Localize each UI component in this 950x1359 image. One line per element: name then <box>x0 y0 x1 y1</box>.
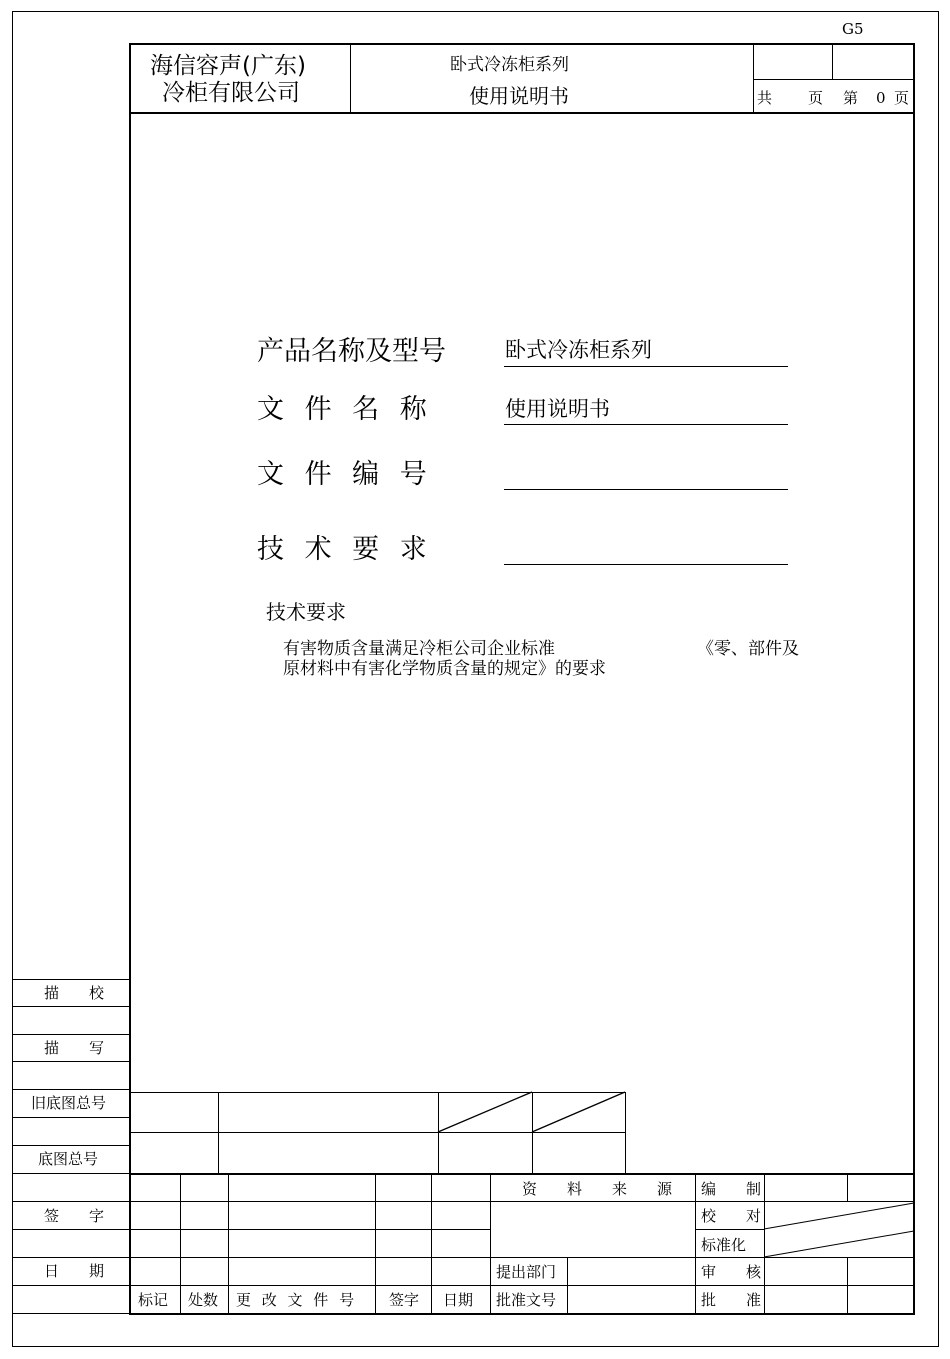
page-no: 0 <box>876 89 886 107</box>
tb-proofread: 校 对 <box>701 1207 762 1225</box>
product-value: 卧式冷冻柜系列 <box>505 338 652 362</box>
tb-dept: 提出部门 <box>496 1263 557 1281</box>
tb-approve: 批 准 <box>701 1291 762 1309</box>
tb-compile: 编 制 <box>701 1180 762 1198</box>
tb-r4 <box>130 1285 914 1286</box>
tb-r1 <box>130 1201 490 1202</box>
doc-title: 使用说明书 <box>469 84 569 108</box>
page-no-label: 第 <box>843 89 859 107</box>
tb-change-doc-no: 更 改 文 件 号 <box>236 1291 355 1309</box>
lc-old-total: 旧底图总号 <box>31 1094 107 1112</box>
tb-v2 <box>228 1173 229 1313</box>
tb-mark: 标记 <box>138 1291 169 1309</box>
lc-date: 日 期 <box>44 1262 105 1280</box>
tech-req-line1a: 有害物质含量满足冷柜公司企业标准 <box>283 639 555 659</box>
tb-v8 <box>764 1173 765 1313</box>
tb-r2c <box>695 1229 764 1230</box>
tech-req-line1b: 《零、部件及 <box>697 639 799 659</box>
tb-review: 审 核 <box>701 1263 762 1281</box>
tb-v9 <box>847 1173 848 1201</box>
product-label: 产品名称及型号 <box>257 336 446 367</box>
tech-req-line2: 原材料中有害化学物质含量的规定》的要求 <box>283 659 606 679</box>
tb-r1c <box>695 1201 914 1202</box>
file-name-value: 使用说明书 <box>505 397 610 421</box>
tb-v4 <box>431 1173 432 1313</box>
tb-count: 处数 <box>188 1291 219 1309</box>
lc-describe-write: 描 写 <box>44 1039 105 1057</box>
tb-approval-doc: 批准文号 <box>496 1291 557 1309</box>
company-line2: 冷柜有限公司 <box>162 80 300 106</box>
tb-v3 <box>375 1173 376 1313</box>
lc-base-total: 底图总号 <box>38 1150 99 1168</box>
pages-unit1: 页 <box>808 89 824 107</box>
pages-unit2: 页 <box>894 89 910 107</box>
tb-v6 <box>567 1257 568 1313</box>
tb-signature: 签字 <box>389 1291 420 1309</box>
file-no-label: 文 件 编 号 <box>257 459 427 490</box>
tech-req-heading: 技术要求 <box>266 600 346 624</box>
company-line1: 海信容声(广东) <box>150 53 306 79</box>
series-title: 卧式冷冻柜系列 <box>450 55 569 75</box>
tb-v1 <box>180 1173 181 1313</box>
tb-r1b <box>490 1201 695 1202</box>
tb-source: 资 料 来 源 <box>522 1180 673 1198</box>
lc-describe-check: 描 校 <box>44 984 105 1002</box>
tb-date: 日期 <box>443 1291 474 1309</box>
tb-top <box>129 1173 915 1175</box>
tb-v5 <box>490 1173 491 1313</box>
lc-sign: 签 字 <box>44 1207 105 1225</box>
tb-v10 <box>847 1257 848 1313</box>
page-code: G5 <box>842 20 864 38</box>
tb-r2 <box>130 1229 490 1230</box>
tech-label: 技 术 要 求 <box>257 534 427 565</box>
pages-total-label: 共 <box>757 89 773 107</box>
file-name-label: 文 件 名 称 <box>257 394 427 425</box>
tb-standardize: 标准化 <box>701 1236 747 1254</box>
tb-v7 <box>695 1173 696 1313</box>
tb-r3 <box>130 1257 914 1258</box>
